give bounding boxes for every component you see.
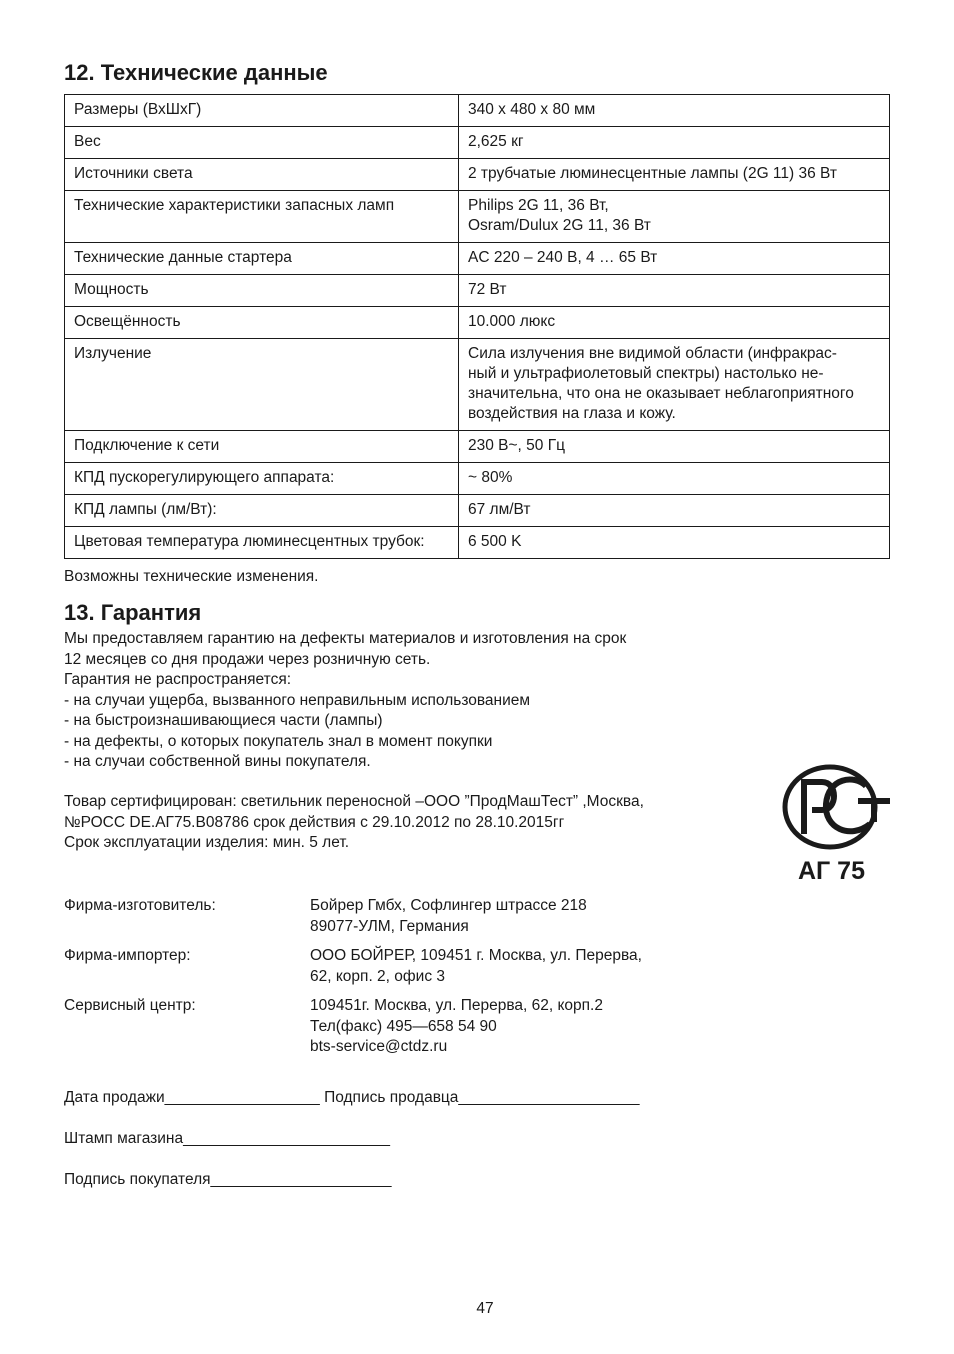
table-row [65, 191, 890, 243]
section-13-title: 13. Гарантия [64, 600, 202, 625]
spec-label: Излучение [65, 339, 459, 431]
spec-label: КПД лампы (лм/Вт): [65, 495, 459, 527]
spec-value: 6 500 K [459, 527, 890, 559]
contacts-block [64, 896, 642, 1067]
contact-row [64, 946, 642, 987]
specs-table [64, 94, 890, 559]
table-row [65, 95, 890, 127]
contact-label: Сервисный центр: [64, 997, 196, 1014]
table-row [65, 243, 890, 275]
spec-label: Источники света [65, 159, 459, 191]
contact-value: Бойрер Гмбх, Софлингер штрассе 218 89077-УЛМ, Германия [310, 897, 587, 935]
page-number: 47 [476, 1300, 494, 1317]
table-row [65, 431, 890, 463]
table-row [65, 339, 890, 431]
table-row [65, 159, 890, 191]
buyer-signature-line: Подпись покупателя_____________________ [64, 1171, 392, 1188]
spec-value: 10.000 люкс [459, 307, 890, 339]
table-row [65, 495, 890, 527]
spec-value: AC 220 – 240 В, 4 … 65 Вт [459, 243, 890, 275]
spec-label: Размеры (ВхШхГ) [65, 95, 459, 127]
contact-value: ООО БОЙРЕР, 109451 г. Москва, ул. Перерва, 62, корп. 2, офис 3 [310, 947, 642, 985]
contact-row [64, 896, 642, 937]
spec-label: Освещённость [65, 307, 459, 339]
spec-label: Вес [65, 127, 459, 159]
spec-label: Технические данные стартера [65, 243, 459, 275]
contact-value: 109451г. Москва, ул. Перерва, 62, корп.2 Тел(факс) 495—658 54 90 bts-service@ctdz.ru [310, 997, 603, 1055]
spec-value: 72 Вт [459, 275, 890, 307]
table-row [65, 463, 890, 495]
spec-value: Сила излучения вне видимой области (инфракрас- ный и ультрафиолетовый спектры) настолько не- значительна, что она не оказывает неблагоприятного воздействия на глаза и кожу. [459, 339, 890, 431]
table-row [65, 127, 890, 159]
spec-label: Технические характеристики запасных ламп [65, 191, 459, 243]
pct-certification-logo-icon [782, 764, 894, 850]
spec-label: КПД пускорегулирующего аппарата: [65, 463, 459, 495]
spec-label: Цветовая температура люминесцентных трубок: [65, 527, 459, 559]
spec-value: 2,625 кг [459, 127, 890, 159]
warranty-text: Мы предоставляем гарантию на дефекты материалов и изготовления на срок 12 месяцев со дня продажи через розничную сеть. Гарантия не распространяется: - на случаи ущерба, вызванного неправильным использованием - на быстроизнашивающиеся части (лампы) - на дефекты, о которых покупатель знал в момент покупки - на случаи собственной вины покупателя. [64, 630, 627, 770]
table-row [65, 275, 890, 307]
technical-changes-note: Возможны технические изменения. [64, 568, 319, 585]
contact-label: Фирма-изготовитель: [64, 897, 216, 914]
table-row [65, 307, 890, 339]
shop-stamp-line: Штамп магазина________________________ [64, 1130, 390, 1147]
certification-text: Товар сертифицирован: светильник переносной –ООО ”ПродМашТест” ,Москва, №РОСС DE.АГ75.В08786 срок действия с 29.10.2012 по 28.10.2015гг Срок эксплуатации изделия: мин. 5 лет. [64, 793, 644, 851]
certification-mark-code: АГ 75 [798, 857, 865, 885]
section-12-title: 12. Технические данные [64, 60, 328, 85]
spec-value: 230 В~, 50 Гц [459, 431, 890, 463]
contact-row [64, 996, 642, 1058]
spec-value: ~ 80% [459, 463, 890, 495]
spec-value: Philips 2G 11, 36 Вт, Osram/Dulux 2G 11, 36 Вт [459, 191, 890, 243]
spec-value: 2 трубчатые люминесцентные лампы (2G 11) 36 Вт [459, 159, 890, 191]
spec-value: 67 лм/Вт [459, 495, 890, 527]
spec-value: 340 x 480 x 80 мм [459, 95, 890, 127]
sale-date-signature-line: Дата продажи__________________ Подпись продавца_____________________ [64, 1089, 640, 1106]
spec-label: Мощность [65, 275, 459, 307]
table-row [65, 527, 890, 559]
spec-label: Подключение к сети [65, 431, 459, 463]
contact-label: Фирма-импортер: [64, 947, 191, 964]
